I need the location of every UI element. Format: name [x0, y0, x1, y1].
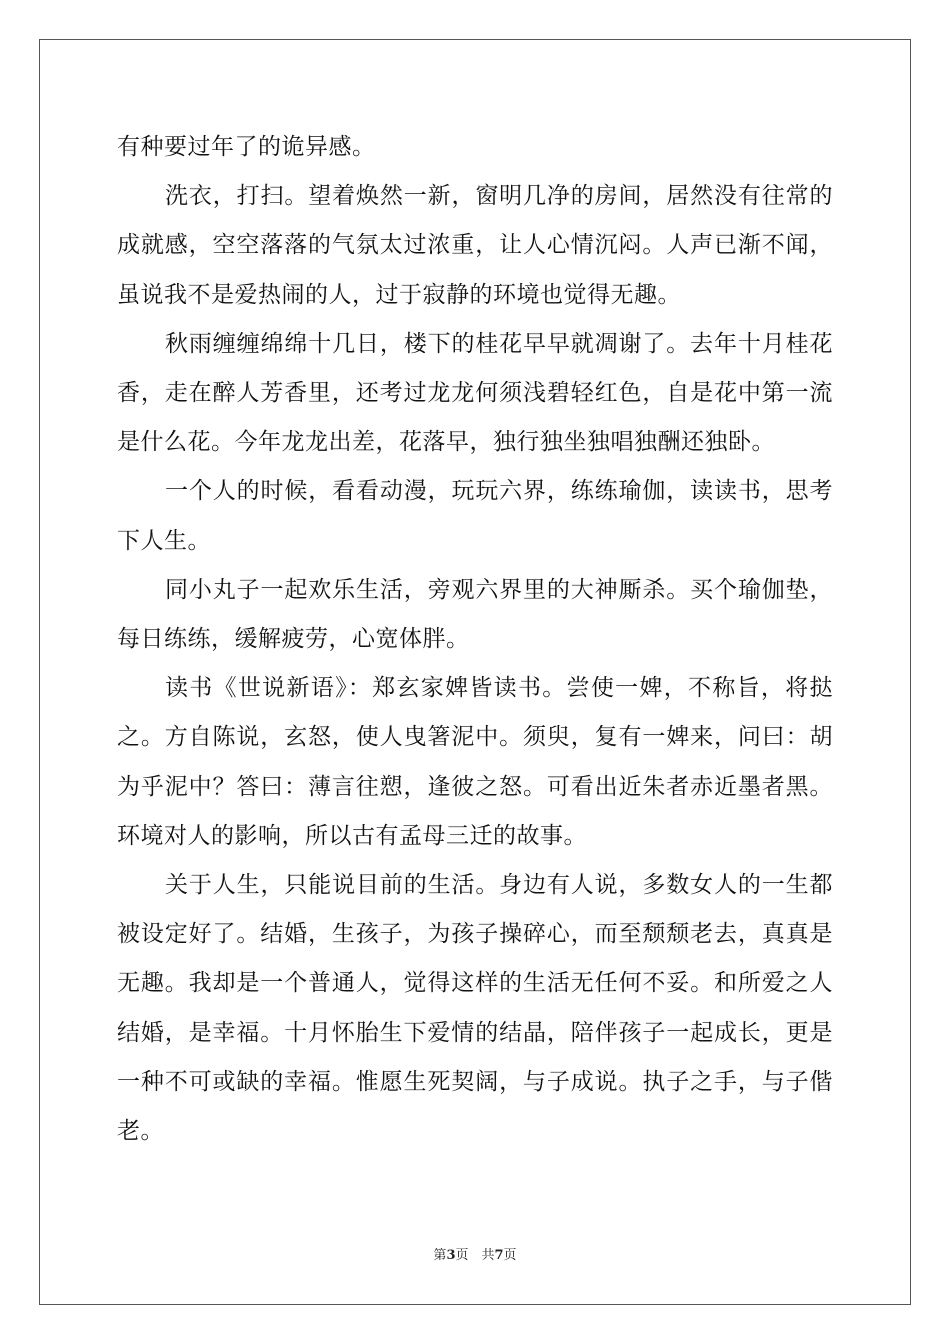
paragraph-3: 秋雨缠缠绵绵十几日，楼下的桂花早早就凋谢了。去年十月桂花香，走在醉人芳香里，还考过龙龙何须浅碧轻红色，自是花中第一流是什么花。今年龙龙出差，花落早，独行独坐独唱独酬还独卧。 [117, 330, 833, 456]
current-page-number: 3 [446, 1248, 456, 1263]
paragraph-7: 关于人生，只能说目前的生活。身边有人说，多数女人的一生都被设定好了。结婚，生孩子，为孩子操碎心，而至颓颓老去，真真是无趣。我却是一个普通人，觉得这样的生活无任何不妥。和所爱之人结婚，是幸福。十月怀胎生下爱情的结晶，陪伴孩子一起成长，更是一种不可或缺的幸福。惟愿生死契阔，与子成说。执子之手，与子偕老。 [117, 872, 833, 1145]
paragraph-5: 同小丸子一起欢乐生活，旁观六界里的大神厮杀。买个瑜伽垫，每日练练，缓解疲劳，心宽体胖。 [117, 576, 833, 653]
paragraph-1: 有种要过年了的诡异感。 [117, 134, 376, 160]
footer-middle: 页 共 [455, 1248, 495, 1263]
paragraph-2: 洗衣，打扫。望着焕然一新，窗明几净的房间，居然没有往常的成就感，空空落落的气氛太过浓重，让人心情沉闷。人声已渐不闻，虽说我不是爱热闹的人，过于寂静的环境也觉得无趣。 [117, 183, 833, 308]
page-number-footer [0, 1247, 950, 1265]
footer-suffix: 页 [503, 1248, 517, 1263]
paragraph-6: 读书《世说新语》：郑玄家婢皆读书。尝使一婢，不称旨，将挞之。方自陈说，玄怒，使人曳箸泥中。须臾，复有一婢来，问曰：胡为乎泥中？答曰：薄言往愬，逢彼之怒。可看出近朱者赤近墨者黑。环境对人的影响，所以古有孟母三迁的故事。 [117, 675, 833, 849]
total-page-number: 7 [494, 1248, 504, 1263]
paragraph-4: 一个人的时候，看看动漫，玩玩六界，练练瑜伽，读读书，思考下人生。 [117, 478, 833, 554]
document-body [117, 123, 833, 1156]
footer-prefix: 第 [433, 1248, 447, 1263]
